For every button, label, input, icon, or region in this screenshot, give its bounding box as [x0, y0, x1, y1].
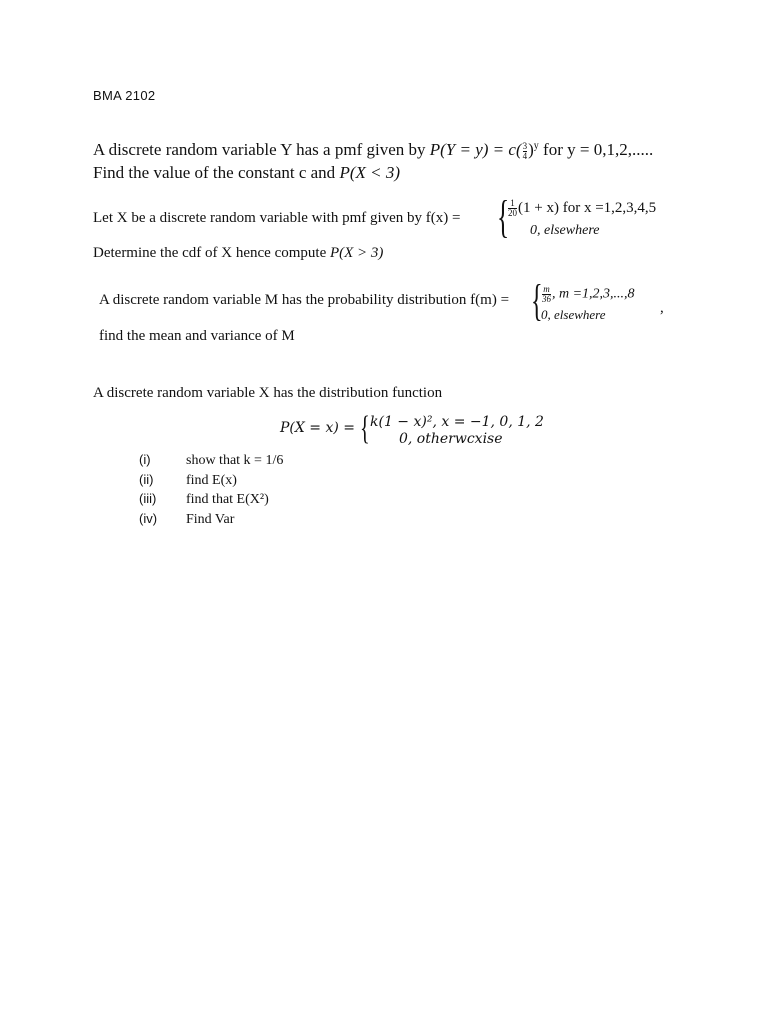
question-4-lhs: P(X = x) =	[280, 420, 356, 436]
list-item: (i) show that k = 1/6	[139, 452, 284, 468]
question-4-case-2: 0, otherwcxise	[399, 431, 503, 447]
question-4-subparts	[139, 450, 283, 528]
question-4-line-1: A discrete random variable X has the distribution function	[93, 385, 443, 401]
question-1-pmf-lhs: P(Y = y) = c(	[429, 140, 522, 159]
question-3-comma: ,	[660, 300, 664, 316]
question-1-text: A discrete random variable Y has a pmf given by	[93, 140, 430, 159]
list-item: (ii) find E(x)	[139, 471, 237, 488]
question-1-expression: P(X < 3)	[339, 163, 400, 182]
question-1-line-1: A discrete random variable Y has a pmf given by P(Y = y) = c( $\frac{3}{4}$ )$^y$ for y = 0,1,2,.....	[93, 140, 654, 161]
question-3-line-1: A discrete random variable M has the probability distribution f(m) =	[99, 292, 510, 308]
question-3-case-1: $\frac{m}{36}$ , m =1,2,3,...,8	[542, 284, 635, 304]
brace-icon: {	[497, 191, 510, 242]
question-1-range: for y = 0,1,2,.....	[538, 140, 654, 159]
question-1-fraction: $\frac{3}{4}$	[522, 140, 528, 161]
question-2-case-1: $\frac{1}{20}$ (1 + x) for x =1,2,3,4,5	[508, 198, 657, 218]
brace-icon: {	[360, 410, 370, 447]
question-2-expression: P(X > 3)	[329, 245, 384, 261]
brace-icon: {	[531, 276, 543, 325]
question-2-line-2: Determine the cdf of X hence compute P(X > 3)	[93, 245, 384, 261]
course-code: BMA 2102	[93, 88, 156, 103]
question-3-case-2: 0, elsewhere	[541, 307, 606, 322]
question-1-exponent: y	[533, 140, 539, 152]
question-4-case-1: k(1 − x)², x = −1, 0, 1, 2	[370, 414, 544, 430]
list-item: (iv) Find Var	[139, 510, 235, 527]
question-2-line-1: Let X be a discrete random variable with pmf given by f(x) =	[93, 210, 461, 226]
question-2-case-2: 0, elsewhere	[530, 223, 600, 238]
list-item: (iii) find that E(X²)	[139, 491, 269, 507]
question-1-line-2: Find the value of the constant c and P(X < 3)	[93, 163, 400, 182]
question-3-line-2: find the mean and variance of M	[99, 328, 295, 344]
